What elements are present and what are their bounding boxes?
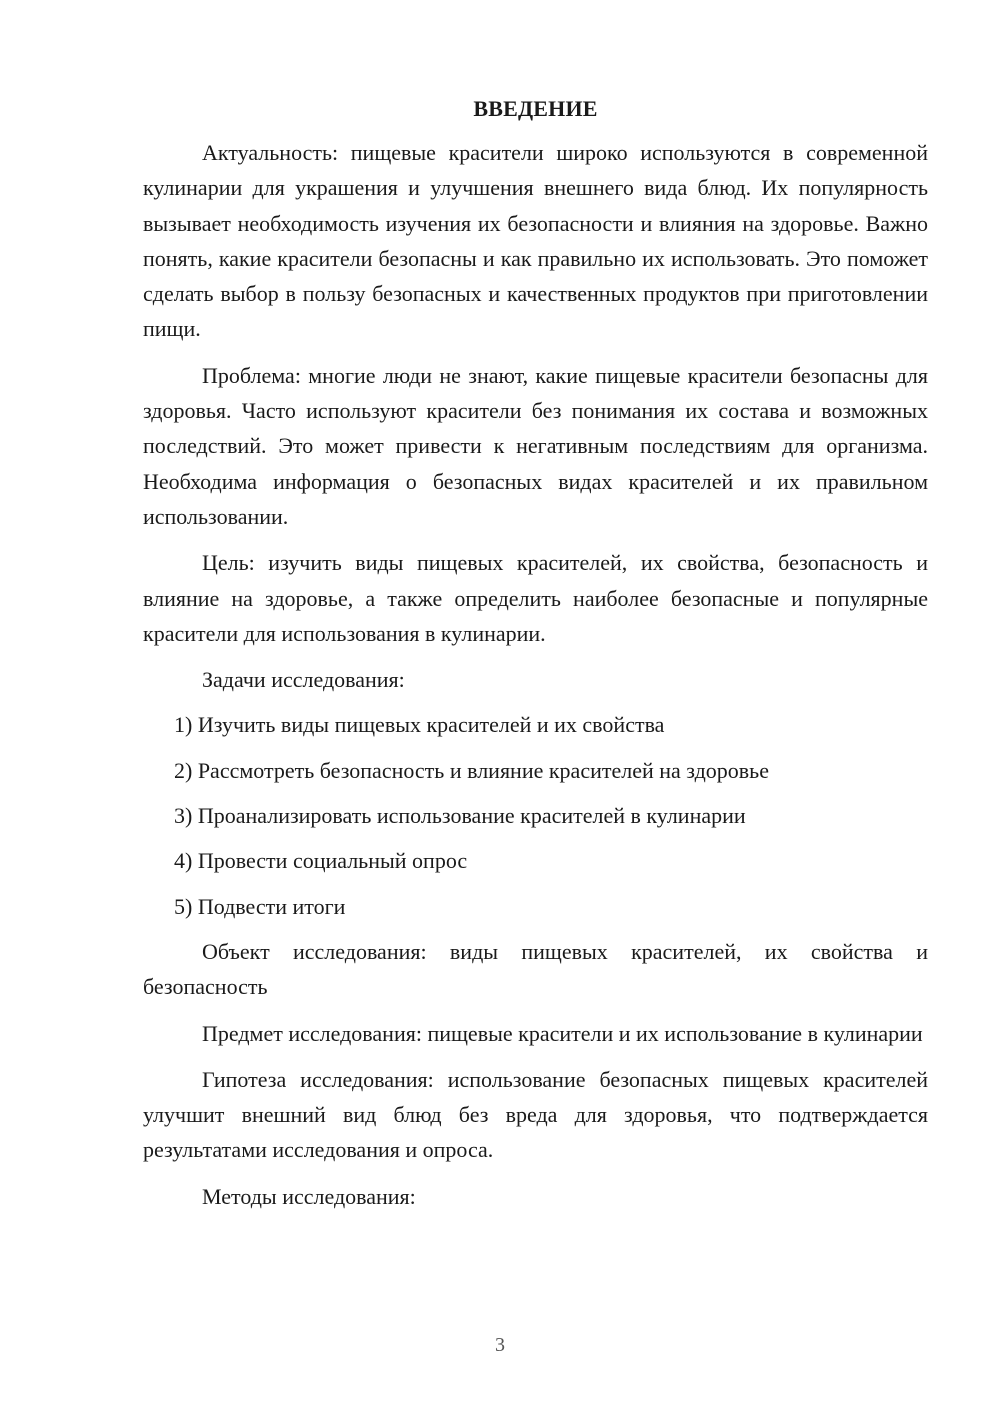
subject-paragraph: Предмет исследования: пищевые красители и их использование в кулинарии bbox=[202, 1020, 923, 1046]
list-item: 5) Подвести итоги bbox=[174, 893, 346, 919]
object-paragraph: Объект исследования: виды пищевых красителей, их свойства и безопасность bbox=[143, 938, 928, 1000]
document-page bbox=[143, 94, 928, 1224]
list-item: 3) Проанализировать использование красителей в кулинарии bbox=[174, 803, 746, 829]
tasks-heading: Задачи исследования: bbox=[202, 667, 405, 693]
list-item: 4) Провести социальный опрос bbox=[174, 848, 468, 874]
page-number: 3 bbox=[495, 1334, 505, 1356]
page-title: ВВЕДЕНИЕ bbox=[473, 96, 598, 121]
relevance-paragraph: Актуальность: пищевые красители широко используются в современной кулинарии для украшения и улучшения внешнего вида блюд. Их популярность вызывает необходимость изучения их безопасности и влияния на здоровье. Важно понять, какие красители безопасны и как правильно их использовать. Это поможет сделать выбор в пользу безопасных и качественных продуктов при приготовлении пищи. bbox=[143, 140, 928, 342]
problem-paragraph: Проблема: многие люди не знают, какие пищевые красители безопасны для здоровья. Часто используют красители без понимания их состава и возможных последствий. Это может привести к негативным последствиям для организма. Необходима информация о безопасных видах красителей и их правильном использовании. bbox=[143, 362, 928, 529]
hypothesis-paragraph: Гипотеза исследования: использование безопасных пищевых красителей улучшит внешний вид блюд без вреда для здоровья, что подтверждается результатами исследования и опроса. bbox=[143, 1066, 928, 1163]
goal-paragraph: Цель: изучить виды пищевых красителей, их свойства, безопасность и влияние на здоровье, а также определить наиболее безопасные и популярные красители для использования в кулинарии. bbox=[143, 550, 928, 646]
list-item: 2) Рассмотреть безопасность и влияние красителей на здоровье bbox=[174, 757, 769, 783]
tasks-list bbox=[143, 707, 928, 923]
methods-heading: Методы исследования: bbox=[202, 1183, 416, 1209]
list-item: 1) Изучить виды пищевых красителей и их свойства bbox=[174, 712, 665, 738]
